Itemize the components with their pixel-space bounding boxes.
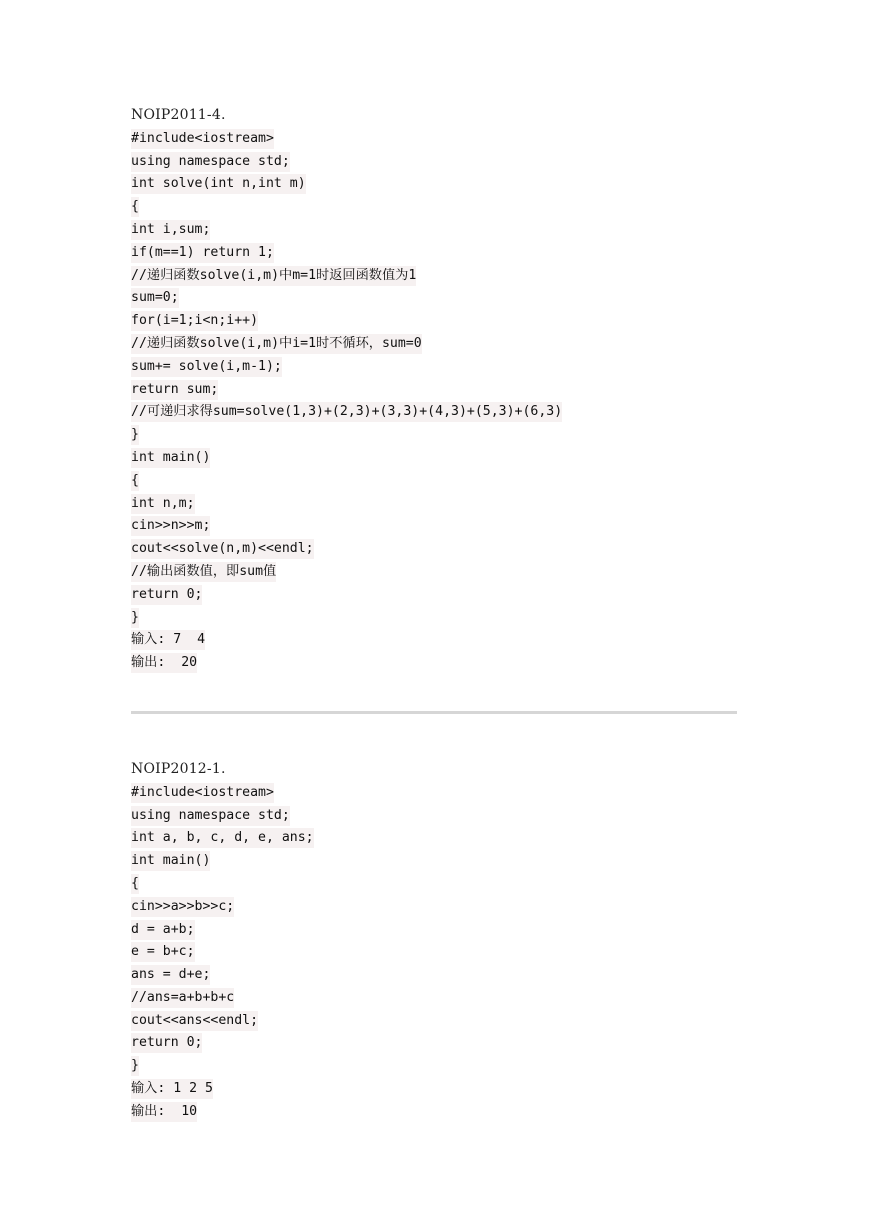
code-text: int main() <box>131 851 210 871</box>
code-comment: //递归函数solve(i,m)中i=1时不循环，sum=0 <box>131 334 422 354</box>
code-text: int solve(int n,int m) <box>131 174 306 194</box>
output-text: 输出: 10 <box>131 1102 197 1122</box>
document-page <box>131 104 737 1123</box>
code-line <box>131 241 737 264</box>
code-text: for(i=1;i<n;i++) <box>131 311 258 331</box>
code-line <box>131 514 737 537</box>
code-text: #include<iostream> <box>131 783 274 803</box>
section-noip2011-4 <box>131 104 737 674</box>
code-line <box>131 469 737 492</box>
output-line <box>131 1100 737 1123</box>
code-text: cout<<ans<<endl; <box>131 1011 258 1031</box>
code-comment-line <box>131 264 737 287</box>
code-text: } <box>131 1056 139 1076</box>
code-text: return 0; <box>131 1033 202 1053</box>
code-text: { <box>131 874 139 894</box>
code-block <box>131 127 737 674</box>
code-line <box>131 940 737 963</box>
code-line <box>131 826 737 849</box>
code-line <box>131 423 737 446</box>
input-text: 输入: 1 2 5 <box>131 1079 213 1099</box>
code-comment-line <box>131 400 737 423</box>
code-line <box>131 127 737 150</box>
code-line <box>131 895 737 918</box>
code-text: int main() <box>131 448 210 468</box>
code-line <box>131 537 737 560</box>
code-line <box>131 286 737 309</box>
code-line <box>131 781 737 804</box>
code-line <box>131 1054 737 1077</box>
code-text: int a, b, c, d, e, ans; <box>131 828 314 848</box>
code-line <box>131 583 737 606</box>
code-text: using namespace std; <box>131 152 290 172</box>
section-title: NOIP2012-1. <box>131 760 226 777</box>
code-text: } <box>131 608 139 628</box>
code-text: d = a+b; <box>131 920 195 940</box>
code-text: #include<iostream> <box>131 129 274 149</box>
code-line <box>131 309 737 332</box>
code-line <box>131 355 737 378</box>
code-text: return sum; <box>131 380 218 400</box>
code-line <box>131 918 737 941</box>
input-line <box>131 1077 737 1100</box>
code-comment: //递归函数solve(i,m)中m=1时返回函数值为1 <box>131 266 416 286</box>
code-comment: //可递归求得sum=solve(1,3)+(2,3)+(3,3)+(4,3)+(5,3)+(6,3) <box>131 402 562 422</box>
code-comment-line <box>131 560 737 583</box>
input-line <box>131 628 737 651</box>
code-line <box>131 446 737 469</box>
input-text: 输入: 7 4 <box>131 630 205 650</box>
code-line <box>131 804 737 827</box>
code-text: using namespace std; <box>131 806 290 826</box>
code-text: } <box>131 425 139 445</box>
code-text: { <box>131 471 139 491</box>
code-line <box>131 172 737 195</box>
code-text: { <box>131 197 139 217</box>
code-line <box>131 218 737 241</box>
code-line <box>131 150 737 173</box>
code-text: sum=0; <box>131 288 179 308</box>
code-comment: //ans=a+b+b+c <box>131 988 234 1008</box>
code-line <box>131 1031 737 1054</box>
code-line <box>131 492 737 515</box>
code-text: cin>>n>>m; <box>131 516 210 536</box>
code-block <box>131 781 737 1123</box>
code-text: e = b+c; <box>131 942 195 962</box>
code-line <box>131 872 737 895</box>
code-comment-line <box>131 986 737 1009</box>
code-line <box>131 378 737 401</box>
code-text: ans = d+e; <box>131 965 210 985</box>
output-line <box>131 651 737 674</box>
code-comment-line <box>131 332 737 355</box>
code-text: cout<<solve(n,m)<<endl; <box>131 539 314 559</box>
code-text: int i,sum; <box>131 220 210 240</box>
output-text: 输出: 20 <box>131 653 197 673</box>
code-line <box>131 963 737 986</box>
code-line <box>131 849 737 872</box>
code-line <box>131 1009 737 1032</box>
horizontal-rule <box>131 711 737 714</box>
code-text: cin>>a>>b>>c; <box>131 897 234 917</box>
code-line <box>131 606 737 629</box>
section-noip2012-1 <box>131 758 737 1123</box>
section-title: NOIP2011-4. <box>131 107 226 123</box>
code-comment: //输出函数值，即sum值 <box>131 562 276 582</box>
code-text: if(m==1) return 1; <box>131 243 274 263</box>
code-text: return 0; <box>131 585 202 605</box>
code-text: int n,m; <box>131 494 195 514</box>
code-line <box>131 195 737 218</box>
code-text: sum+= solve(i,m-1); <box>131 357 282 377</box>
